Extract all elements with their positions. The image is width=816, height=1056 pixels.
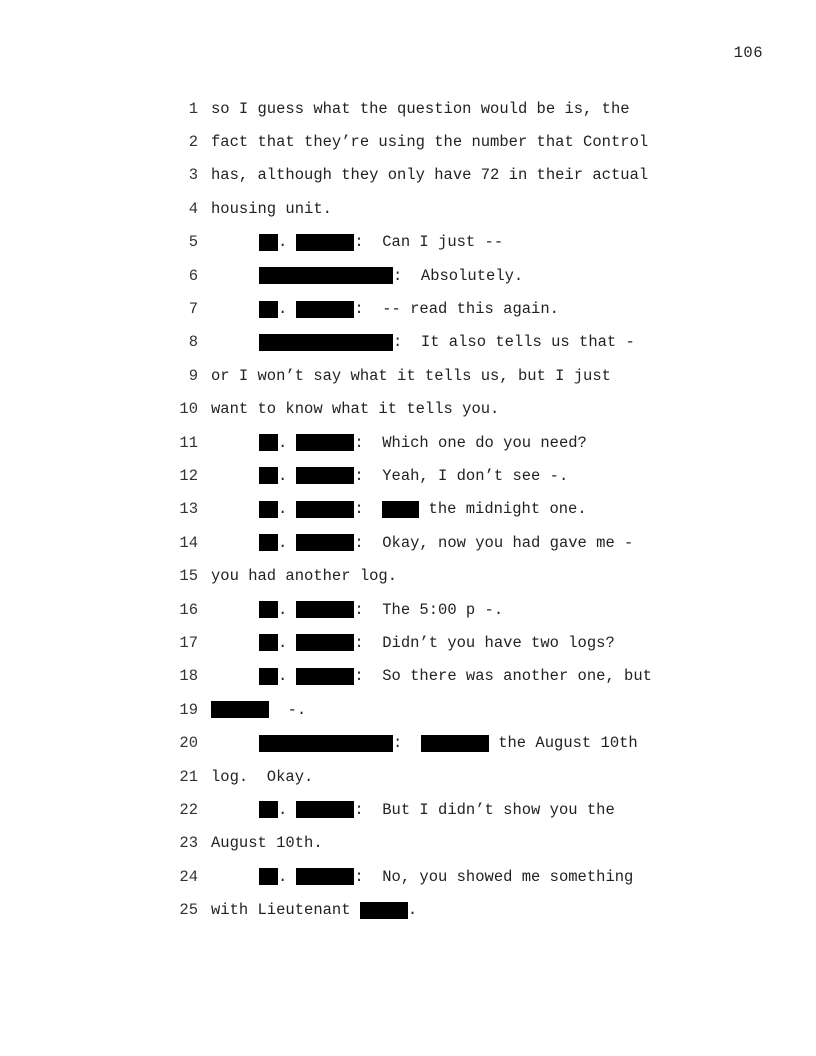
line-text: : The 5:00 p -. — [354, 600, 504, 619]
line-number: 16 — [179, 600, 198, 619]
redaction-block — [296, 634, 354, 651]
transcript-line — [172, 259, 732, 292]
line-text: : It also tells us that - — [393, 333, 635, 352]
speaker-separator: . — [278, 800, 288, 819]
line-text: has, although they only have 72 in their actual — [211, 166, 649, 185]
line-text: August 10th. — [211, 834, 323, 853]
redaction-block — [259, 668, 278, 685]
speaker-separator: . — [278, 433, 288, 452]
transcript-line — [172, 493, 732, 526]
line-text: with Lieutenant — [211, 901, 360, 920]
line-text: : — [393, 734, 421, 753]
transcript-line — [172, 860, 732, 893]
line-text: fact that they’re using the number that Control — [211, 133, 649, 152]
transcript-line — [172, 459, 732, 492]
speaker-separator: . — [278, 867, 288, 886]
transcript-line — [172, 159, 732, 192]
line-number: 17 — [179, 633, 198, 652]
transcript-line — [172, 626, 732, 659]
line-number: 18 — [179, 667, 198, 686]
speaker-separator: . — [278, 600, 288, 619]
line-number: 21 — [179, 767, 198, 786]
line-number: 15 — [179, 567, 198, 586]
redaction-block — [259, 801, 278, 818]
redaction-block — [296, 501, 354, 518]
redaction-block — [259, 501, 278, 518]
redaction-block — [259, 601, 278, 618]
line-number: 5 — [188, 233, 198, 252]
transcript-line — [172, 593, 732, 626]
redaction-block — [382, 501, 419, 518]
transcript-line — [172, 660, 732, 693]
line-number: 11 — [179, 433, 198, 452]
line-text: the midnight one. — [419, 500, 587, 519]
line-number: 13 — [179, 500, 198, 519]
transcript-line — [172, 192, 732, 225]
redaction-block — [296, 601, 354, 618]
transcript-line — [172, 893, 732, 926]
line-text: : Yeah, I don’t see -. — [354, 466, 569, 485]
redaction-block — [259, 234, 278, 251]
line-text: the August 10th — [488, 734, 638, 753]
redaction-block — [259, 534, 278, 551]
line-number: 2 — [188, 133, 198, 152]
line-number: 23 — [179, 834, 198, 853]
redaction-block — [259, 467, 278, 484]
transcript-line — [172, 393, 732, 426]
redaction-block — [360, 902, 408, 919]
line-text: : Didn’t you have two logs? — [354, 633, 615, 652]
redaction-block — [296, 534, 354, 551]
line-text: you had another log. — [211, 567, 398, 586]
line-text: : -- read this again. — [354, 300, 559, 319]
line-text: housing unit. — [211, 199, 332, 218]
line-text: . — [407, 901, 418, 920]
speaker-separator: . — [278, 533, 288, 552]
line-text: : No, you showed me something — [354, 867, 634, 886]
redaction-block — [259, 868, 278, 885]
line-number: 7 — [188, 300, 198, 319]
line-number: 20 — [179, 734, 198, 753]
redaction-block — [259, 434, 278, 451]
transcript-line — [172, 559, 732, 592]
line-number: 24 — [179, 867, 198, 886]
line-number: 10 — [179, 400, 198, 419]
line-number: 6 — [188, 266, 198, 285]
redaction-block — [259, 267, 393, 284]
line-number: 12 — [179, 466, 198, 485]
line-text: : Which one do you need? — [354, 433, 587, 452]
line-number: 9 — [188, 366, 198, 385]
speaker-separator: . — [278, 233, 288, 252]
redaction-block — [421, 735, 489, 752]
speaker-separator: . — [278, 633, 288, 652]
redaction-block — [296, 467, 354, 484]
line-text: so I guess what the question would be is, the — [211, 99, 630, 118]
transcript-line — [172, 693, 732, 726]
redaction-block — [296, 668, 354, 685]
redaction-block — [259, 634, 278, 651]
line-number: 22 — [179, 800, 198, 819]
transcript-line — [172, 526, 732, 559]
transcript-line — [172, 426, 732, 459]
line-number: 19 — [179, 700, 198, 719]
transcript-line — [172, 326, 732, 359]
line-text: or I won’t say what it tells us, but I just — [211, 366, 611, 385]
transcript-line — [172, 793, 732, 826]
transcript-line — [172, 226, 732, 259]
speaker-separator: . — [278, 667, 288, 686]
line-number: 4 — [188, 199, 198, 218]
redaction-block — [259, 735, 393, 752]
line-text: log. Okay. — [211, 767, 314, 786]
line-text: : So there was another one, but — [354, 667, 652, 686]
redaction-block — [296, 868, 354, 885]
line-number: 3 — [188, 166, 198, 185]
transcript-line — [172, 827, 732, 860]
transcript-line — [172, 125, 732, 158]
redaction-block — [296, 434, 354, 451]
speaker-separator: . — [278, 300, 288, 319]
transcript-body — [172, 92, 732, 927]
redaction-block — [296, 301, 354, 318]
line-text: : Okay, now you had gave me - — [354, 533, 634, 552]
line-number: 1 — [188, 99, 198, 118]
redaction-block — [211, 701, 269, 718]
line-text: -. — [269, 700, 307, 719]
line-text: : Can I just -- — [354, 233, 504, 252]
page-number: 106 — [733, 44, 763, 62]
speaker-separator: . — [278, 466, 288, 485]
transcript-line — [172, 359, 732, 392]
line-number: 25 — [179, 901, 198, 920]
redaction-block — [259, 301, 278, 318]
transcript-line — [172, 292, 732, 325]
line-number: 14 — [179, 533, 198, 552]
transcript-line — [172, 92, 732, 125]
line-text: want to know what it tells you. — [211, 400, 500, 419]
redaction-block — [259, 334, 393, 351]
transcript-line — [172, 760, 732, 793]
line-number: 8 — [188, 333, 198, 352]
redaction-block — [296, 234, 354, 251]
line-text: : But I didn’t show you the — [354, 800, 615, 819]
line-text: : Absolutely. — [393, 266, 524, 285]
transcript-line — [172, 726, 732, 759]
line-text: : — [354, 500, 383, 519]
speaker-separator: . — [278, 500, 288, 519]
redaction-block — [296, 801, 354, 818]
